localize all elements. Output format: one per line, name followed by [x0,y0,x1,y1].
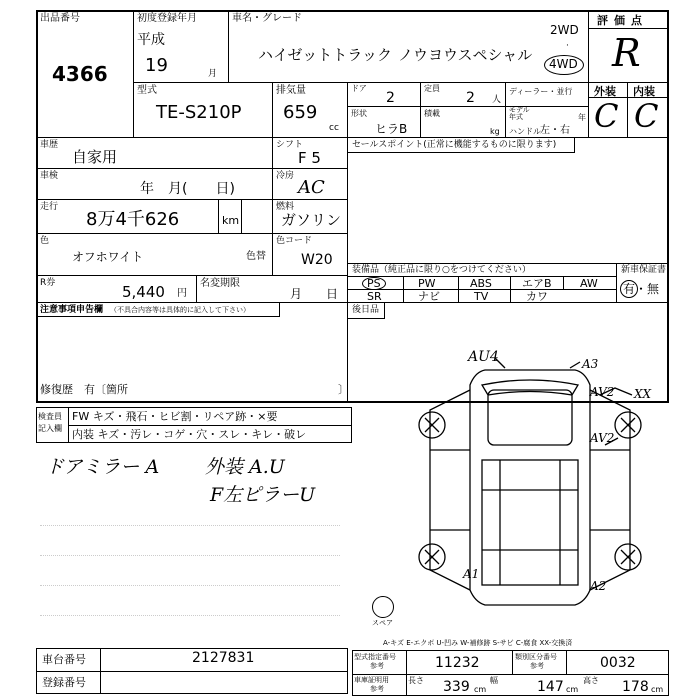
interior-grade: C [634,97,659,135]
shift: F 5 [298,149,321,167]
km-unit: km [222,214,240,227]
renewal-label: 名変期限 [200,278,240,289]
divider [384,302,385,319]
history-label: 車歴 [40,140,59,150]
width: 147 [537,679,564,695]
model-designation: 11232 [435,655,480,671]
person-unit: 人 [492,95,502,105]
mark-rear-right: A2 [590,579,607,593]
color-code: W20 [301,252,333,268]
warranty-circle [620,280,638,298]
mark-front-right: A3 [582,357,599,371]
dealer-label: ディーラー・並行 [509,87,573,96]
car-name: ハイゼットトラック [258,46,392,64]
divider [352,674,669,675]
reference-3: 参考 [370,685,384,693]
divider [403,276,404,302]
divider [36,275,348,276]
chassis-label: 車台番号 [42,653,86,666]
reference-1: 参考 [370,662,384,670]
divider [458,276,459,302]
guide-line [40,555,340,556]
color-code-label: 色コード [276,236,313,246]
length: 339 [443,679,470,695]
capacity-label: 定員 [424,84,440,93]
rating-value: R [612,31,641,75]
truck-diagram [400,350,660,620]
recycle-label: R券 [40,278,56,288]
history: 自家用 [72,148,118,166]
fw-line: FW キズ・飛石・ヒビ割・リペア跡・×要 [72,410,278,423]
era: 平成 [137,32,165,48]
car-grade-label: 車名・グレード [232,13,302,24]
drive-4wd: 4WD [549,57,578,71]
inspection-value: 年 月( 日) [140,181,235,197]
lot-label: 出品番号 [40,13,80,24]
door-label: ドア [351,84,367,93]
equip-sr: SR [367,290,382,303]
cert-label: 車庫証明用 [354,676,389,684]
hand-note-exterior: 外装 A.U [205,456,285,478]
guide-line [40,585,340,586]
divider [228,10,229,83]
divider [347,106,588,107]
divider [588,28,668,29]
reg-label: 登録番号 [42,676,86,689]
spare-tire-icon [372,596,394,618]
cc-unit: cc [329,123,339,133]
chassis-number: 2127831 [192,650,255,666]
year-unit: 年 [578,113,586,122]
divider [348,318,384,319]
model: TE-S210P [156,102,242,123]
hand-note-pillar: F左ピラーU [210,484,316,506]
class-label: 類別区分番号 [515,653,557,661]
divider [279,302,280,317]
equip-pw: PW [418,277,436,290]
doors: 2 [386,90,395,106]
divider [272,82,273,137]
recycle: 5,440 [122,283,165,301]
equip-navi: ナビ [418,290,440,303]
interior-label: 内装 [633,85,655,98]
guide-line [40,615,340,616]
divider [512,650,513,674]
first-reg-label: 初度登録年月 [137,13,197,24]
class-number: 0032 [600,655,636,671]
equip-abs: ABS [470,277,492,290]
divider [588,10,589,137]
divider [218,199,219,233]
color-change-label: 色替 [246,251,266,262]
interior-line: 内装 キズ・汚レ・コゲ・穴・スレ・キレ・破レ [72,428,307,441]
divider [347,82,348,403]
divider [574,137,575,153]
guide-line [40,525,340,526]
divider [588,82,668,83]
divider [566,650,567,674]
repair-end: 〕 [338,383,349,396]
mark-front: AU4 [468,349,499,365]
divider [133,10,134,137]
inspector-label: 検査員記入欄 [38,412,62,433]
load-label: 積載 [424,109,440,118]
divider [36,168,348,169]
mark-right-side: AV2 [590,431,615,445]
grade: ノウヨウスペシャル [398,46,533,64]
divider [510,276,511,302]
ac-label: 冷房 [276,171,295,181]
model-label: 型式 [137,85,157,96]
notes-sublabel: （不具合内容等は具体的に記入して下さい） [110,306,250,314]
divider [196,275,197,302]
divider [348,152,574,153]
handle-label: ハンドル [509,127,541,136]
equip-ps: PS [367,277,381,290]
divider [563,276,564,289]
drive-dot: · [566,41,569,51]
divider [36,671,348,672]
spare-label: スペア [372,619,393,627]
divider [616,263,617,302]
fuel-label: 燃料 [276,202,295,212]
sales-point-label: セールスポイント(正常に機能するものに限ります) [352,140,557,150]
divider [241,199,242,233]
divider [36,316,279,317]
divider [420,82,421,137]
lot-number: 4366 [52,62,108,86]
yen-unit: 円 [177,288,187,299]
divider [68,425,352,426]
repair-label: 修復歴 有〔箇所 [40,383,128,396]
warranty-label: 新車保証書 [621,265,667,275]
divider [36,233,348,234]
mileage: 8万4千626 [86,209,180,230]
mark-replaced: XX [634,387,652,401]
fuel: ガソリン [281,211,342,229]
equip-tv: TV [474,290,489,303]
height: 178 [622,679,649,695]
reference-2: 参考 [530,662,544,670]
after-label: 後日品 [352,305,380,315]
month-unit: 月 [208,69,218,79]
length-unit: cm [474,685,487,694]
exterior-grade: C [594,97,619,135]
divider [627,82,628,137]
divider [348,263,669,264]
displacement-label: 排気量 [276,85,306,96]
equipment-label: 装備品（純正品に限り○をつけてください） [352,265,531,275]
handle: 左・右 [540,125,570,136]
mark-right-door: AV2 [590,385,615,399]
shift-label: シフト [276,140,304,150]
model-year-label: モデル年式 [509,106,530,121]
hand-note-mirror: ドアミラー A [45,456,160,478]
damage-legend: A-キズ E-エクボ U-凹み W-補修跡 S-サビ C-腐食 XX-交換済 [383,639,573,647]
notes-label: 注意事項申告欄 [40,305,104,315]
height-label: 高さ [583,676,599,685]
model-designation-label: 型式指定番号 [354,653,396,661]
divider [100,648,101,694]
exterior-label: 外装 [594,85,616,98]
equip-airbag: エアB [522,277,552,290]
displacement: 659 [283,102,318,123]
length-label: 長さ [408,676,424,685]
warranty-value: 有・無 [623,282,660,296]
equip-leather: カワ [526,290,548,303]
divider [36,302,669,303]
reg-year: 19 [145,55,168,76]
rating-label: 評価点 [597,14,648,27]
kg-unit: kg [490,127,500,136]
height-unit: cm [651,685,664,694]
color: オフホワイト [72,250,144,264]
divider [406,650,407,696]
shape-label: 形状 [351,109,367,118]
width-unit: cm [566,685,579,694]
equip-ps-circle [362,277,386,290]
divider [272,137,273,275]
drive-2wd: 2WD [550,23,579,37]
mileage-label: 走行 [40,202,59,212]
divider [36,199,348,200]
inspection-label: 車検 [40,171,59,181]
shape: ヒラB [375,122,408,136]
ac: AC [298,177,325,198]
renewal-value: 月 日 [290,287,339,301]
equip-aw: AW [580,277,598,290]
width-label: 幅 [490,676,498,685]
divider [133,82,589,83]
divider [505,82,506,137]
capacity: 2 [466,90,475,106]
color-label: 色 [40,236,50,246]
mark-rear-left: A1 [463,567,480,581]
